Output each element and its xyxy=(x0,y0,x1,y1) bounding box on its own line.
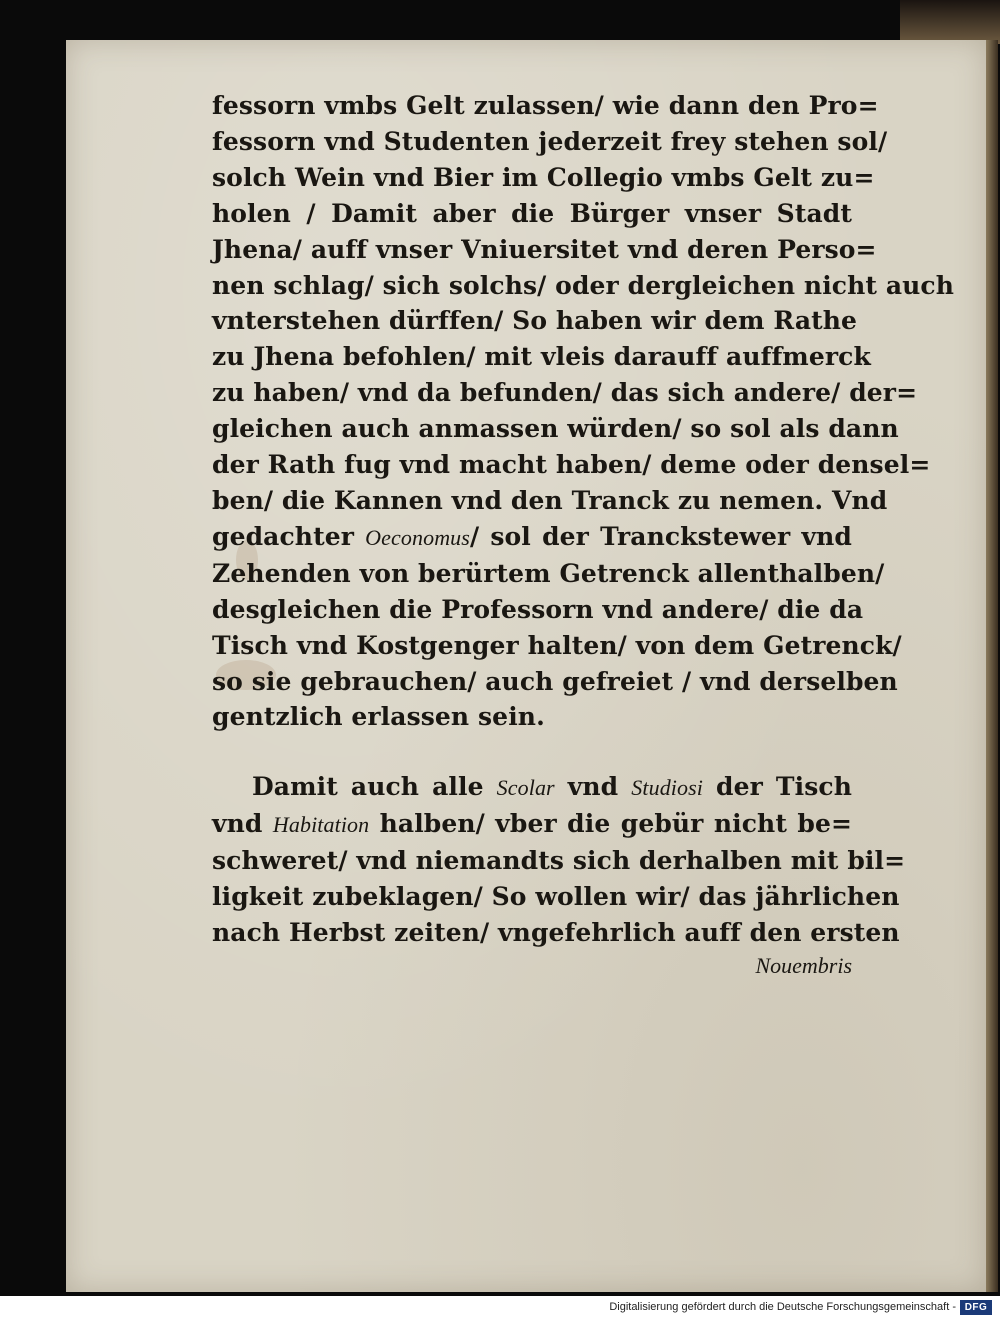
text-line: zu Jhena befohlen/ mit vleis darauff auffmerck xyxy=(212,342,871,372)
text-line: vnterstehen dürffen/ So haben wir dem Rathe xyxy=(212,306,858,336)
text-line xyxy=(212,806,852,843)
text-line: nach Herbst zeiten/ vngefehrlich auff den ersten xyxy=(212,917,900,947)
text-line: desgleichen die Professorn vnd andere/ die da xyxy=(212,594,864,624)
latin-term: Studiosi xyxy=(631,775,703,801)
text-span: Damit auch alle xyxy=(252,772,497,802)
text-line: holen / Damit aber die Bürger vnser Stadt xyxy=(212,198,852,228)
text-line: Zehenden von berürtem Getrenck allenthalben/ xyxy=(212,558,885,588)
latin-term: Habitation xyxy=(272,812,370,838)
text-line: der Rath fug vnd macht haben/ deme oder densel= xyxy=(212,450,931,480)
catchword: Nouembris xyxy=(755,952,852,978)
text-line: zu haben/ vnd da befunden/ das sich andere/ der= xyxy=(212,378,918,408)
text-span: vnd xyxy=(554,772,632,802)
text-line: so sie gebrauchen/ auch gefreiet / vnd derselben xyxy=(212,666,898,696)
dfg-logo: DFG xyxy=(960,1300,992,1315)
text-line xyxy=(212,519,852,556)
latin-term: Oeconomus xyxy=(365,524,470,550)
text-line: Jhena/ auff vnser Vniuersitet vnd deren Perso= xyxy=(212,234,877,264)
page-edge xyxy=(986,40,998,1292)
latin-term: Scolar xyxy=(496,775,555,801)
text-span: / sol der Tranckstewer vnd xyxy=(469,521,852,551)
text-line: ligkeit zubeklagen/ So wollen wir/ das jährlichen xyxy=(212,882,900,912)
text-span: gedachter xyxy=(212,521,366,551)
funding-notice: Digitalisierung gefördert durch die Deutsche Forschungsgemeinschaft - xyxy=(609,1301,956,1313)
text-block xyxy=(212,88,955,981)
text-line: Tisch vnd Kostgenger halten/ von dem Getrenck/ xyxy=(212,630,902,660)
text-span: der Tisch xyxy=(702,772,852,802)
text-span: vnd xyxy=(212,809,273,839)
text-line: gentzlich erlassen sein. xyxy=(212,702,545,732)
page-corner-shadow xyxy=(900,0,1000,44)
text-line: schweret/ vnd niemandts sich derhalben mit bil= xyxy=(212,846,906,876)
text-line: nen schlag/ sich solchs/ oder dergleichen nicht auch xyxy=(212,270,955,300)
paragraph-gap xyxy=(212,735,852,769)
text-line: fessorn vmbs Gelt zulassen/ wie dann den Pro= xyxy=(212,91,879,120)
text-line xyxy=(212,769,852,806)
text-span: halben/ vber die gebür nicht be= xyxy=(369,809,852,839)
footer-bar xyxy=(0,1296,1000,1320)
text-line: ben/ die Kannen vnd den Tranck zu nemen. Vnd xyxy=(212,485,888,515)
text-line: gleichen auch anmassen würden/ so sol als dann xyxy=(212,414,899,444)
text-line: fessorn vnd Studenten jederzeit frey stehen sol/ xyxy=(212,126,888,156)
text-line: solch Wein vnd Bier im Collegio vmbs Gelt zu= xyxy=(212,162,875,192)
